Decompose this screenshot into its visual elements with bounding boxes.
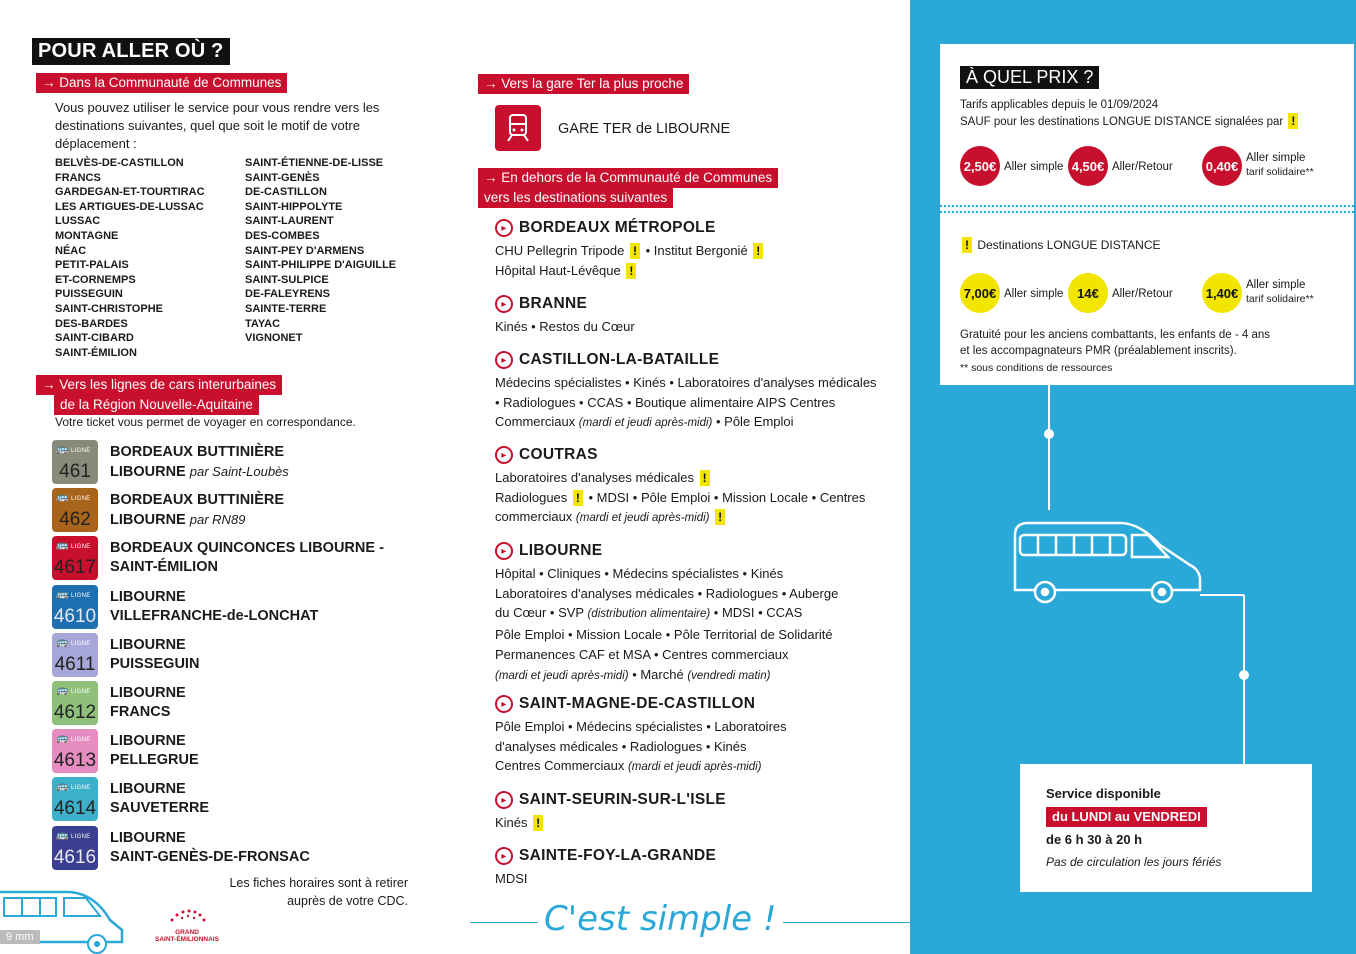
town-name: ET-CORNEMPS	[55, 273, 136, 286]
service-line: Kinés • Restos du Cœur	[495, 319, 635, 334]
line-destinations	[110, 829, 310, 867]
price-long-solidarity: 1,40€	[1202, 273, 1242, 313]
long-distance-warning-icon: !	[533, 815, 543, 831]
price-title: À QUEL PRIX ?	[960, 66, 1099, 89]
line-badge	[52, 633, 98, 677]
tarif-text: Tarifs applicables depuis le 01/09/2024 SAUF pour les destinations LONGUE DISTANCE signalées par !	[960, 97, 1300, 130]
town-name: DES-BARDES	[55, 317, 128, 330]
line-from: BORDEAUX BUTTINIÈRE	[110, 491, 285, 508]
destination-title	[495, 295, 895, 313]
destination-block	[495, 847, 895, 889]
price-long-return: 14€	[1068, 273, 1108, 313]
service-line: Laboratoires d'analyses médicales !	[495, 468, 895, 488]
dotted-separator	[940, 205, 1354, 213]
service-line: MDSI	[495, 871, 528, 886]
town-name: SAINT-PEY D'ARMENS	[245, 244, 365, 257]
towns-column-1	[55, 156, 205, 360]
line-badge	[52, 440, 98, 484]
destination-block	[495, 295, 895, 337]
line-label: LIGNE	[71, 592, 91, 599]
service-line: Hôpital • Cliniques • Médecins spécialistes • Kinés	[495, 566, 784, 581]
town-name: PUISSEGUIN	[55, 288, 123, 301]
line-number: 4616	[53, 846, 97, 868]
bus-icon: 🚌	[56, 636, 69, 648]
long-distance-warning-icon: !	[626, 263, 636, 279]
section-tag-ter: → Vers la gare Ter la plus proche	[478, 74, 689, 94]
arrow-circle-icon: ▸	[495, 351, 513, 369]
line-from: BORDEAUX BUTTINIÈRE	[110, 443, 285, 460]
schedule-note: (mardi et jeudi après-midi)	[578, 417, 713, 430]
measure-label: 9 mm	[0, 930, 40, 944]
schedule-note: (mardi et jeudi après-midi)	[627, 761, 762, 774]
middle-column	[470, 0, 910, 954]
destination-services	[495, 373, 895, 434]
logo-stars-icon	[162, 906, 212, 924]
line-to: LIBOURNE par RN89	[110, 511, 246, 528]
line-destinations	[110, 539, 384, 577]
line-number: 4617	[53, 557, 97, 579]
line-destinations	[110, 636, 199, 674]
service-days: du LUNDI au VENDREDI	[1046, 807, 1207, 827]
line-from: LIBOURNE	[110, 588, 186, 605]
bus-icon: 🚌	[56, 829, 69, 841]
arrow-circle-icon: ▸	[495, 791, 513, 809]
line-label: LIGNE	[71, 544, 91, 551]
line-via: par Saint-Loubès	[189, 463, 289, 479]
line-label: LIGNE	[71, 833, 91, 840]
line-to: SAINT-ÉMILION	[110, 559, 218, 576]
destination-block	[495, 446, 895, 529]
line-label: LIGNE	[71, 448, 91, 455]
line-badge	[52, 729, 98, 773]
town-name: DES-COMBES	[245, 229, 320, 242]
bus-line-row	[52, 486, 452, 534]
line-to: LIBOURNE par Saint-Loubès	[110, 463, 289, 480]
destination-title	[495, 351, 895, 369]
bus-line-row	[52, 534, 452, 582]
service-line: Médecins spécialistes • Kinés • Laboratoires d'analyses médicales	[495, 375, 877, 390]
town-name: LUSSAC	[55, 215, 101, 228]
town-name: SAINT-PHILIPPE D'AIGUILLE	[245, 259, 397, 272]
bus-icon: 🚌	[56, 781, 69, 793]
town-name: SAINT-ÉMILION	[55, 346, 137, 359]
destination-services	[495, 869, 895, 889]
line-to: PELLEGRUE	[110, 752, 199, 769]
intro-text: Vous pouvez utiliser le service pour vous rendre vers les destinations suivantes, quel que soit le motif de votre déplacement :	[55, 100, 380, 151]
bus-line-row	[52, 824, 452, 872]
bus-icon: 🚌	[56, 733, 69, 745]
line-badge	[52, 488, 98, 532]
price-solidarity: 0,40€	[1202, 146, 1242, 186]
service-line: d'analyses médicales • Radiologues • Kinés	[495, 738, 747, 754]
bus-line-row	[52, 775, 452, 823]
destination-title	[495, 446, 895, 464]
destination-block	[495, 542, 895, 686]
schedule-note: (mardi et jeudi après-midi)	[495, 669, 629, 682]
left-column	[0, 0, 460, 954]
destination-name: SAINT-MAGNE-DE-CASTILLON	[519, 695, 756, 712]
destination-block	[495, 351, 895, 434]
town-name: SAINT-SULPICE	[245, 273, 329, 286]
town-name: SAINT-ÉTIENNE-DE-LISSE	[245, 157, 384, 169]
line-to: SAINT-GENÈS-DE-FRONSAC	[110, 848, 310, 865]
long-distance-warning-icon: !	[715, 509, 725, 525]
price-single: 2,50€	[960, 146, 1000, 186]
destination-title	[495, 847, 895, 865]
destination-title	[495, 219, 895, 237]
bus-icon: 🚌	[56, 685, 69, 697]
long-distance-warning-icon: !	[753, 243, 763, 259]
destination-name: LIBOURNE	[519, 542, 603, 559]
line-label: LIGNE	[71, 640, 91, 647]
town-name: SAINT-CHRISTOPHE	[55, 302, 163, 315]
line-label: LIGNE	[71, 496, 91, 503]
minibus-icon	[1015, 523, 1200, 602]
arrow-circle-icon: ▸	[495, 847, 513, 865]
service-line: Kinés !	[495, 813, 895, 833]
logo-grand-saint-emilionnais: GRAND SAINT-ÉMILIONNAIS	[150, 906, 224, 943]
line-label: LIGNE	[71, 689, 91, 696]
bus-icon: 🚌	[56, 444, 69, 456]
town-name: PETIT-PALAIS	[55, 259, 129, 272]
destination-block	[495, 219, 895, 280]
line-to: SAUVETERRE	[110, 800, 210, 817]
long-distance-warning-icon: !	[573, 490, 583, 506]
arrow-circle-icon: ▸	[495, 295, 513, 313]
town-name: FRANCS	[55, 171, 101, 184]
town-name: TAYAC	[245, 317, 281, 330]
price-card: À QUEL PRIX ? Tarifs applicables depuis le 01/09/2024 SAUF pour les destinations LONGUE DISTANCE signalées par ! 2,50€ Aller simple 4,50€ Aller/Retour 0,40€ Aller simple tarif solidaire** ! Destinations LONGUE DISTANCE 7,00€ Aller simple 14€ Aller/Retour 1,40€ Aller simple tarif solidaire** Gratuité pour les anciens combattants, les enfants de - 4 ans et les accompagnateurs PMR (préalablement inscrits). ** sous conditions de ressources	[940, 44, 1354, 385]
bus-icon: 🚌	[56, 540, 69, 552]
bus-line-row	[52, 583, 452, 631]
town-name: NÉAC	[55, 244, 87, 257]
line-destinations	[110, 684, 186, 722]
arrow-circle-icon: ▸	[495, 695, 513, 713]
long-distance-warning-icon: !	[630, 243, 640, 259]
free-note: Gratuité pour les anciens combattants, les enfants de - 4 ans et les accompagnateurs PMR (préalablement inscrits).	[960, 329, 1271, 357]
line-destinations	[110, 780, 209, 818]
schedule-note: (mardi et jeudi après-midi)	[575, 512, 710, 525]
line-number: 461	[59, 461, 91, 483]
destination-services	[495, 813, 895, 833]
line-to: VILLEFRANCHE-de-LONCHAT	[110, 607, 319, 624]
line-from: LIBOURNE	[110, 733, 186, 750]
bus-lines-list	[52, 438, 452, 872]
service-line: commerciaux (mardi et jeudi après-midi) !	[495, 507, 895, 529]
price-panel	[910, 0, 1356, 954]
line-badge	[52, 826, 98, 870]
destination-block	[495, 791, 895, 833]
long-distance-warning-icon: !	[1288, 113, 1298, 129]
line-from: LIBOURNE	[110, 829, 186, 846]
long-distance-warning-icon: !	[700, 470, 710, 486]
service-line: (mardi et jeudi après-midi) • Marché (vendredi matin)	[495, 666, 771, 682]
page-title: POUR ALLER OÙ ?	[32, 38, 230, 65]
schedule-note: (vendredi matin)	[687, 669, 771, 682]
line-number: 4611	[54, 653, 96, 675]
arrow-circle-icon: ▸	[495, 446, 513, 464]
line-from: LIBOURNE	[110, 781, 186, 798]
bus-icon: 🚌	[56, 492, 69, 504]
price-return: 4,50€	[1068, 146, 1108, 186]
line-from: BORDEAUX QUINCONCES LIBOURNE -	[110, 540, 384, 557]
line-destinations	[110, 732, 199, 770]
destination-title	[495, 542, 895, 560]
destination-name: SAINT-SEURIN-SUR-L'ISLE	[519, 791, 726, 808]
line-number: 4613	[53, 750, 97, 772]
line-number: 4614	[53, 798, 97, 820]
destination-title	[495, 791, 895, 809]
line-to: FRANCS	[110, 704, 171, 721]
line-label: LIGNE	[71, 785, 91, 792]
bus-line-row	[52, 727, 452, 775]
service-line: Radiologues ! • MDSI • Pôle Emploi • Mission Locale • Centres	[495, 489, 866, 505]
service-line: • Radiologues • CCAS • Boutique alimentaire AIPS Centres	[495, 394, 836, 410]
town-name: MONTAGNE	[55, 229, 119, 242]
destination-services	[495, 564, 895, 686]
town-name: DE-FALEYRENS	[245, 288, 330, 301]
destination-name: SAINTE-FOY-LA-GRANDE	[519, 847, 717, 864]
line-badge	[52, 585, 98, 629]
line-via: par RN89	[189, 511, 246, 527]
bus-line-row	[52, 438, 452, 486]
service-line: du Cœur • SVP (distribution alimentaire) • MDSI • CCAS	[495, 605, 803, 621]
destination-title	[495, 695, 895, 713]
section-tag-community: → Dans la Communauté de Communes	[36, 73, 287, 93]
section-tag-region: → Vers les lignes de cars interurbaines de la Région Nouvelle-Aquitaine	[36, 375, 282, 415]
service-card: Service disponible du LUNDI au VENDREDI de 6 h 30 à 20 h Pas de circulation les jours fériés	[1020, 764, 1312, 892]
destination-name: BORDEAUX MÉTROPOLE	[519, 219, 716, 236]
line-from: LIBOURNE	[110, 636, 186, 653]
ter-station-name: GARE TER de LIBOURNE	[558, 121, 731, 137]
town-name: SAINT-LAURENT	[245, 215, 334, 228]
warning-icon: !	[962, 237, 972, 253]
timetable-note: Les fiches horaires sont à retirer auprès de votre CDC.	[229, 876, 408, 908]
bus-line-row	[52, 679, 452, 727]
line-destinations	[110, 443, 289, 482]
service-line: Permanences CAF et MSA • Centres commerciaux	[495, 646, 789, 662]
service-line: Hôpital Haut-Lévêque !	[495, 261, 895, 281]
arrow-circle-icon: ▸	[495, 219, 513, 237]
section-tag-outside: → En dehors de la Communauté de Communes vers les destinations suivantes	[478, 168, 778, 208]
town-name: DE-CASTILLON	[245, 186, 327, 199]
town-name: SAINT-CIBARD	[55, 332, 134, 345]
line-number: 4612	[53, 702, 97, 724]
destination-services	[495, 468, 895, 529]
service-line: Laboratoires d'analyses médicales • Radiologues • Auberge	[495, 585, 839, 601]
arrow-circle-icon: ▸	[495, 542, 513, 560]
route-illustration	[910, 385, 1356, 765]
destination-name: COUTRAS	[519, 446, 598, 463]
line-destinations	[110, 588, 318, 626]
destination-services	[495, 717, 895, 778]
ticket-note: Votre ticket vous permet de voyager en correspondance.	[55, 415, 356, 429]
conditions-note: ** sous conditions de ressources	[960, 362, 1113, 374]
schedule-note: (distribution alimentaire)	[587, 608, 711, 621]
destination-services	[495, 317, 895, 337]
town-name: SAINTE-TERRE	[245, 302, 327, 315]
destination-block	[495, 695, 895, 778]
service-line: CHU Pellegrin Tripode ! • Institut Bergonié !	[495, 241, 895, 261]
service-line: Pôle Emploi • Médecins spécialistes • Laboratoires	[495, 719, 787, 734]
slogan-banner	[470, 899, 910, 939]
town-name: VIGNONET	[245, 332, 303, 345]
town-name: LES ARTIGUES-DE-LUSSAC	[55, 200, 204, 213]
service-line: Centres Commerciaux (mardi et jeudi après-midi)	[495, 758, 762, 774]
service-line: Commerciaux (mardi et jeudi après-midi) • Pôle Emploi	[495, 414, 794, 430]
long-distance-label: ! Destinations LONGUE DISTANCE	[960, 237, 1161, 253]
train-icon	[495, 105, 541, 151]
line-to: PUISSEGUIN	[110, 655, 200, 672]
line-number: 462	[59, 509, 91, 531]
destination-services	[495, 241, 895, 280]
line-destinations	[110, 491, 284, 530]
town-name: GARDEGAN-ET-TOURTIRAC	[55, 186, 205, 199]
line-badge	[52, 681, 98, 725]
town-name: BELVÈS-DE-CASTILLON	[55, 157, 184, 169]
destination-name: CASTILLON-LA-BATAILLE	[519, 351, 720, 368]
line-number: 4610	[53, 605, 97, 627]
line-from: LIBOURNE	[110, 685, 186, 702]
line-badge	[52, 777, 98, 821]
bus-icon: 🚌	[56, 588, 69, 600]
town-name: SAINT-GENÈS	[245, 171, 320, 184]
towns-column-2	[245, 156, 396, 346]
price-long-single: 7,00€	[960, 273, 1000, 313]
slogan: C'est simple !	[538, 899, 783, 939]
town-name: SAINT-HIPPOLYTE	[245, 200, 343, 213]
line-label: LIGNE	[71, 737, 91, 744]
bus-line-row	[52, 631, 452, 679]
line-badge	[52, 536, 98, 580]
destination-name: BRANNE	[519, 295, 588, 312]
service-line: Pôle Emploi • Mission Locale • Pôle Territorial de Solidarité	[495, 627, 833, 643]
